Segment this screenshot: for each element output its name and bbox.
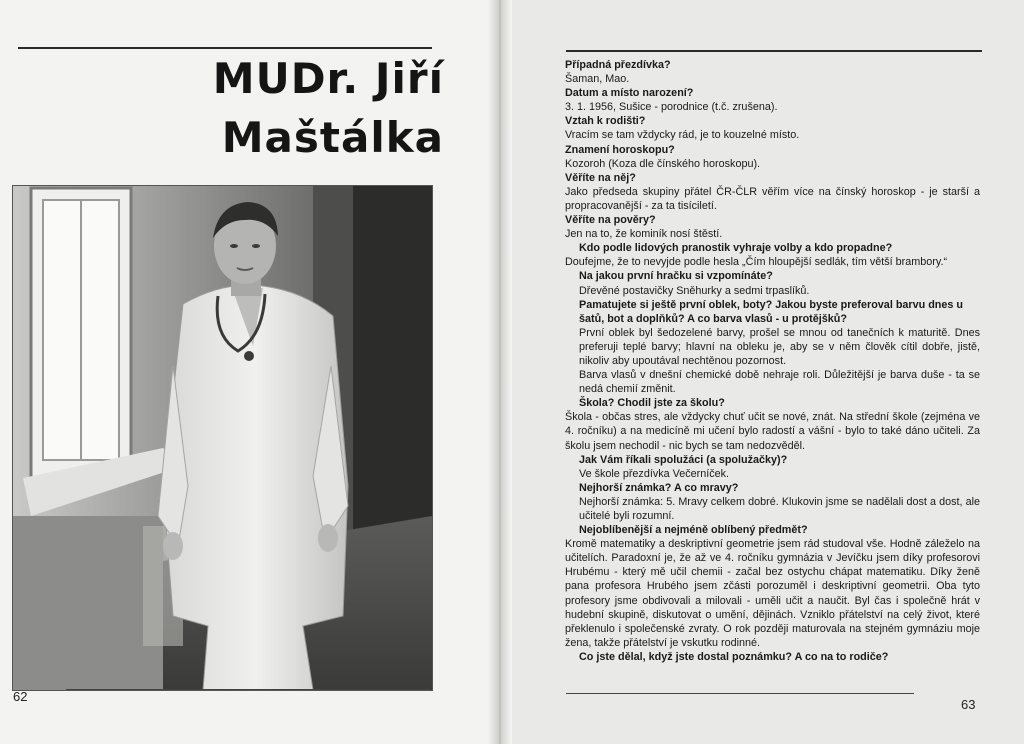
bottom-rule-right	[566, 693, 914, 694]
question: Jak Vám říkali spolužáci (a spolužačky)?	[579, 453, 788, 466]
answer: Jen na to, že kominík nosí štěstí.	[565, 228, 723, 241]
question: Na jakou první hračku si vzpomínáte?	[579, 270, 773, 283]
question: Věříte na něj?	[565, 171, 636, 184]
answer: Vracím se tam vždycky rád, je to kouzelné místo.	[565, 129, 800, 142]
question: Co jste dělal, když jste dostal poznámku? A co na to rodiče?	[579, 650, 889, 663]
question: Nejhorší známka? A co mravy?	[579, 481, 739, 494]
question: Věříte na pověry?	[565, 214, 656, 227]
question: Pamatujete si ještě první oblek, boty? Jakou byste preferoval barvu dnes u šatů, bot a doplňků? A co barva vlasů - u protějšků?	[579, 298, 964, 325]
question: Škola? Chodil jste za školu?	[579, 397, 725, 410]
page-number-right: 63	[961, 697, 976, 712]
answer: Škola - občas stres, ale vždycky chuť učit se nové, znát. Na střední škole (zejména ve 4. ročníku) a na medicíně mi učení bylo radostí a vášní - bylo to také dáno učiteli. Za školu jsem nechodil - nic bych se tam nedozvěděl.	[565, 411, 980, 452]
answer: Kozoroh (Koza dle čínského horoskopu).	[565, 157, 761, 170]
portrait-photo	[12, 185, 433, 691]
left-page	[0, 0, 500, 744]
page-number-left: 62	[13, 689, 28, 704]
answer: Kromě matematiky a deskriptivní geometrie jsem rád studoval vše. Hodně záleželo na učitelích. Paradoxní je, že až ve 4. ročníku gymnázia v Jevíčku jsem díky profesorovi Hrubému - který mě učil chemii - začal bez ostychu chápat matematiku. Díky ženě pana profesora Hrubého jsem zčásti porozuměl i deskriptivní geometrii. Oba tyto profesory jsme obdivovali a milovali - uměli učit a naučit. Byl čas i společně hrát v hudební skupině, diskutovat o umění, dějinách. Vzniklo přátelství na celý život, které překlenulo i společenské zvraty. O rok později maturovala na stejném gymnáziu moje žena, takže přátelství je vskutku rodinné.	[565, 538, 980, 649]
answer: Ve škole přezdívka Večerníček.	[579, 467, 730, 480]
answer: Šaman, Mao.	[565, 73, 630, 86]
question: Případná přezdívka?	[565, 59, 671, 71]
question: Datum a místo narození?	[565, 87, 694, 100]
answer: První oblek byl šedozelené barvy, prošel se mnou od tanečních k maturitě. Dnes preferuji teplé barvy; hlavní na obleku je, aby se v něm člověk cítil dobře, jistě, nikoliv aby upoutával nechtěnou pozornost.	[579, 326, 980, 367]
answer: 3. 1. 1956, Sušice - porodnice (t.č. zrušena).	[565, 101, 778, 114]
question: Vztah k rodišti?	[565, 115, 646, 128]
page-title-line2: Maštálka	[221, 113, 444, 162]
interview-qa	[565, 58, 980, 664]
top-rule-left	[18, 47, 432, 49]
question: Kdo podle lidových pranostik vyhraje volby a kdo propadne?	[579, 242, 893, 255]
answer: Doufejme, že to nevyjde podle hesla „Čím hloupější sedlák, tím větší brambory.“	[565, 256, 948, 269]
top-rule-right	[566, 50, 982, 52]
question: Znamení horoskopu?	[565, 143, 675, 156]
answer: Barva vlasů v dnešní chemické době nehraje roli. Důležitější je barva duše - ta se nedá chemií změnit.	[579, 369, 980, 396]
answer: Nejhorší známka: 5. Mravy celkem dobré. Klukovin jsme se nadělali dost a dost, ale učitelé byli rozumní.	[579, 495, 980, 522]
page-title-line1: MUDr. Jiří	[212, 54, 444, 103]
answer: Dřevěné postavičky Sněhurky a sedmi trpaslíků.	[579, 284, 810, 297]
question: Nejoblíbenější a nejméně oblíbený předmět?	[579, 524, 808, 537]
answer: Jako předseda skupiny přátel ČR-ČLR věřím více na čínský horoskop - je starší a propracovanější - za ta tisíciletí.	[565, 185, 980, 212]
bottom-rule-left	[66, 689, 430, 690]
